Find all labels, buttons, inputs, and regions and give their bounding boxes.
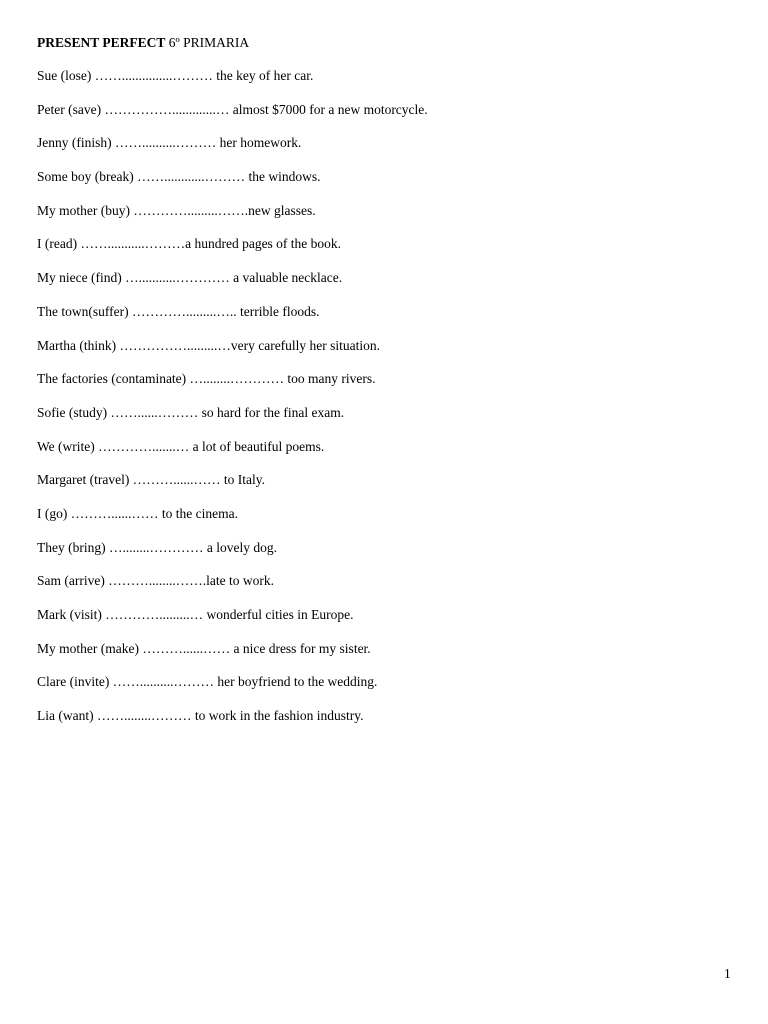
exercise-item: I (go) ………......…… to the cinema. <box>37 505 238 521</box>
exercise-item: Sam (arrive) ………........…….late to work. <box>37 573 274 589</box>
exercise-item: My mother (buy) ………….........…….new glasses. <box>37 202 316 218</box>
exercise-item: Some boy (break) ……............……… the windows. <box>37 169 321 185</box>
title-main: PRESENT PERFECT <box>37 35 166 50</box>
title-level: 6º PRIMARIA <box>168 35 250 50</box>
exercise-item: Martha (think) …………….........…very carefully her situation. <box>37 337 381 353</box>
exercise-item: The factories (contaminate) …........………… too many rivers. <box>37 371 376 387</box>
exercise-item: We (write) ………….......… a lot of beautiful poems. <box>37 438 325 454</box>
exercise-item: My niece (find) …...........………… a valuable necklace. <box>37 270 343 286</box>
page-number: 1 <box>724 966 731 981</box>
exercise-item: Sue (lose) ……...............……… the key of her car. <box>37 68 314 83</box>
exercise-item: Mark (visit) ………….........… wonderful cities in Europe. <box>37 607 354 622</box>
exercise-item: I (read) ……...........………a hundred pages of the book. <box>37 236 342 252</box>
exercise-item: My mother (make) ………......…… a nice dress for my sister. <box>37 640 371 656</box>
exercise-item: Lia (want) ……........……… to work in the fashion industry. <box>37 708 364 724</box>
exercise-item: Peter (save) …………….............… almost $7000 for a new motorcycle. <box>37 101 428 117</box>
exercise-item: Sofie (study) ……......……… so hard for the final exam. <box>37 404 345 420</box>
exercise-item: Jenny (finish) ……..........……… her homework. <box>37 135 302 151</box>
page-title <box>37 34 249 52</box>
exercise-item: Clare (invite) ……..........……… her boyfriend to the wedding. <box>37 674 378 690</box>
exercise-item: Margaret (travel) ………......…… to Italy. <box>37 472 265 488</box>
exercise-item: The town(suffer) ………….........….. terrible floods. <box>37 303 320 319</box>
exercise-item: They (bring) …........………… a lovely dog. <box>37 539 277 555</box>
exercise-list <box>37 67 428 741</box>
